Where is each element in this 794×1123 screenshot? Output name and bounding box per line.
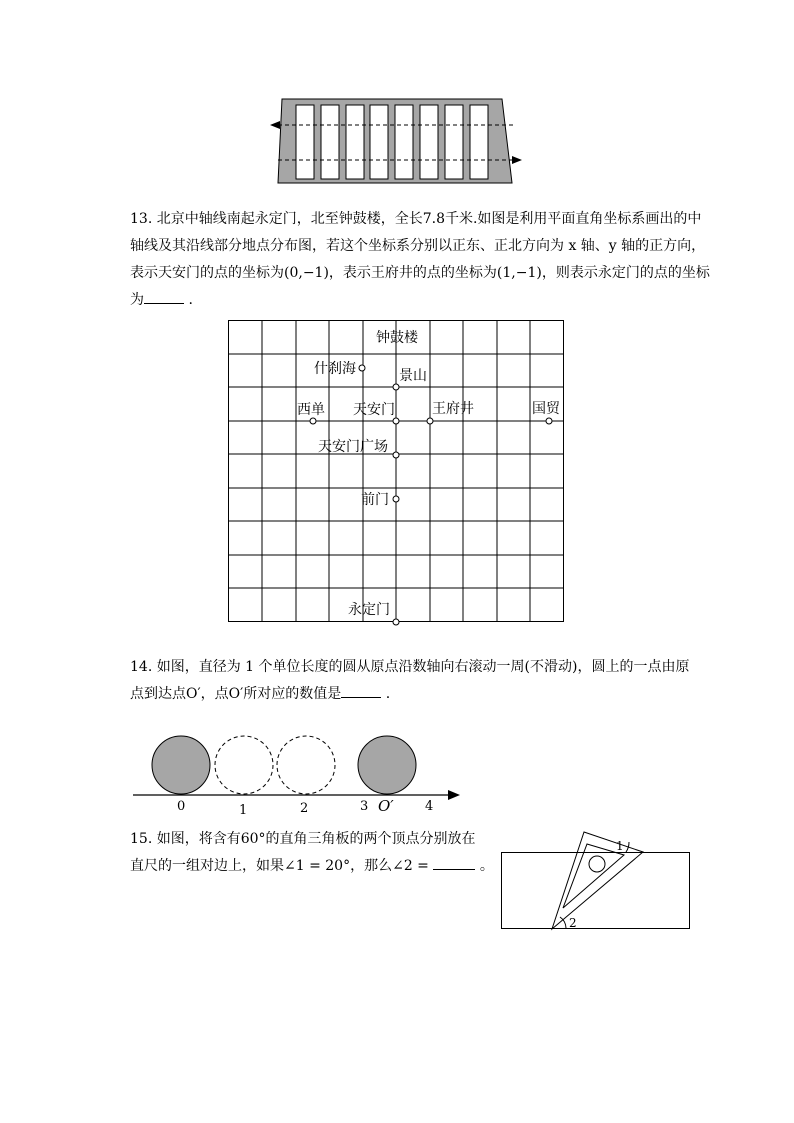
q13-answer-blank[interactable] <box>144 289 184 304</box>
q14-line2 <box>130 681 390 708</box>
circle-dashed-2 <box>277 736 335 794</box>
slot <box>370 105 388 179</box>
point-guomao <box>546 418 552 424</box>
label-shichahai: 什刹海 <box>314 361 356 377</box>
q14-suffix: . <box>385 686 391 702</box>
label-square: 天安门广场 <box>318 439 388 455</box>
q13-line3: 表示天安门的点的坐标为(0,−1)，表示王府井的点的坐标为(1,−1)，则表示永定门的点的坐标 <box>130 265 710 281</box>
angle2-label: 2 <box>569 916 577 930</box>
point-o-prime: O′ <box>378 797 394 815</box>
set-square-hole <box>589 856 605 872</box>
point-square <box>393 452 399 458</box>
q15-line2 <box>130 853 494 880</box>
label-jingshan: 景山 <box>399 368 427 384</box>
point-qianmen <box>393 496 399 502</box>
point-yongdingmen <box>393 619 399 625</box>
circle-start <box>152 736 210 794</box>
q14-answer-blank[interactable] <box>341 683 381 698</box>
q13-text-1: 北京中轴线南起永定门，北至钟鼓楼，全长7.8千米.如图是利用平面直角坐标系画出的中 <box>156 211 702 227</box>
arrow-right-icon <box>512 156 522 164</box>
q15-text-1: 如图，将含有60°的直角三角板的两个顶点分别放在 <box>156 831 476 847</box>
q13-line1 <box>130 206 701 233</box>
q15-suffix: 。 <box>479 858 494 874</box>
q13-line2: 轴线及其沿线部分地点分布图，若这个坐标系分别以正东、正北方向为 x 轴、y 轴的正方向， <box>130 238 706 254</box>
tick-2: 2 <box>300 801 309 816</box>
slot <box>420 105 438 179</box>
slot <box>321 105 339 179</box>
ruler-triangle-figure <box>498 828 694 934</box>
q13-prefix: 为 <box>130 292 144 308</box>
point-xidan <box>310 418 316 424</box>
q15-answer-blank[interactable] <box>433 855 475 870</box>
q13-line4 <box>130 287 193 314</box>
axis-map <box>222 314 572 630</box>
rolling-circle-figure <box>130 730 465 820</box>
slot <box>395 105 413 179</box>
label-qianmen: 前门 <box>361 492 389 508</box>
tick-0: 0 <box>177 799 186 814</box>
q14-prefix: 点到达点O′，点O′所对应的数值是 <box>130 686 342 702</box>
q14-text-1: 如图，直径为 1 个单位长度的圆从原点沿数轴向右滚动一周(不滑动)，圆上的一点由原 <box>156 659 690 675</box>
q14-line1 <box>130 654 689 681</box>
q15-number: 15. <box>130 831 153 847</box>
label-guomao: 国贸 <box>532 401 560 417</box>
number-line-arrow-icon <box>448 790 460 800</box>
label-yongdingmen: 永定门 <box>348 602 390 618</box>
circle-dashed-1 <box>215 736 273 794</box>
tick-3: 3 <box>360 799 369 814</box>
point-jingshan <box>393 384 399 390</box>
label-tiananmen: 天安门 <box>353 402 395 418</box>
bridge-figure <box>268 95 524 187</box>
label-wangfujing: 王府井 <box>432 401 474 417</box>
slot <box>346 105 364 179</box>
circle-end <box>358 736 416 794</box>
tick-4: 4 <box>425 799 434 814</box>
tick-1: 1 <box>239 803 248 818</box>
q13-suffix: . <box>188 292 193 308</box>
q15-line1 <box>130 826 476 853</box>
slot <box>296 105 314 179</box>
angle1-label: 1 <box>616 839 624 853</box>
grid-lines <box>229 321 564 622</box>
point-wangfujing <box>427 418 433 424</box>
point-tiananmen <box>393 418 399 424</box>
q14-number: 14. <box>130 659 153 675</box>
label-zhonggulou: 钟鼓楼 <box>376 330 418 346</box>
q15-prefix: 直尺的一组对边上，如果∠1 = 20°，那么∠2 = <box>130 858 429 874</box>
point-shichahai <box>359 365 365 371</box>
slot <box>445 105 463 179</box>
label-xidan: 西单 <box>297 402 325 418</box>
slot <box>470 105 488 179</box>
q13-number: 13. <box>130 211 153 227</box>
arrow-left-icon <box>270 121 280 129</box>
